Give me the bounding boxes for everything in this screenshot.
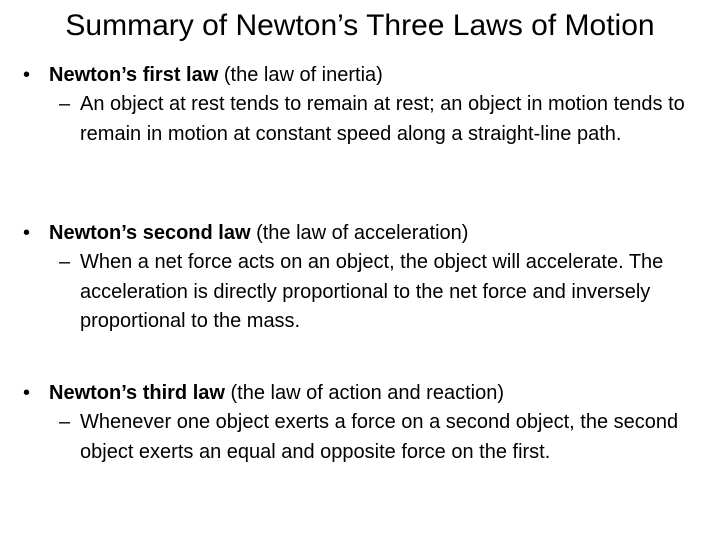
bullet-marker: • [23, 222, 31, 244]
law-subtitle: (the law of action and reaction) [224, 382, 504, 404]
slide-title: Summary of Newton’s Three Laws of Motion [65, 9, 655, 42]
law-description: Whenever one object exerts a force on a second object, the second object exerts an equal and opposite force on the first. [80, 411, 679, 463]
dash-marker: – [59, 411, 71, 433]
law-name: Newton’s third law [49, 382, 225, 404]
law-heading [49, 220, 468, 246]
law-heading [49, 380, 504, 406]
law-name: Newton’s second law [49, 222, 251, 244]
bullet-marker: • [23, 382, 31, 404]
law-name: Newton’s first law [49, 64, 219, 86]
law-description: When a net force acts on an object, the object will accelerate. The acceleration is directly proportional to the net force and inversely proportional to the mass. [80, 251, 664, 332]
law-subtitle: (the law of inertia) [218, 64, 383, 86]
law-heading [49, 62, 383, 88]
law-subtitle: (the law of acceleration) [250, 222, 469, 244]
law-description: An object at rest tends to remain at rest; an object in motion tends to remain in motion at constant speed along a straight-line path. [80, 93, 685, 145]
dash-marker: – [59, 93, 71, 115]
dash-marker: – [59, 251, 71, 273]
bullet-marker: • [23, 64, 31, 86]
